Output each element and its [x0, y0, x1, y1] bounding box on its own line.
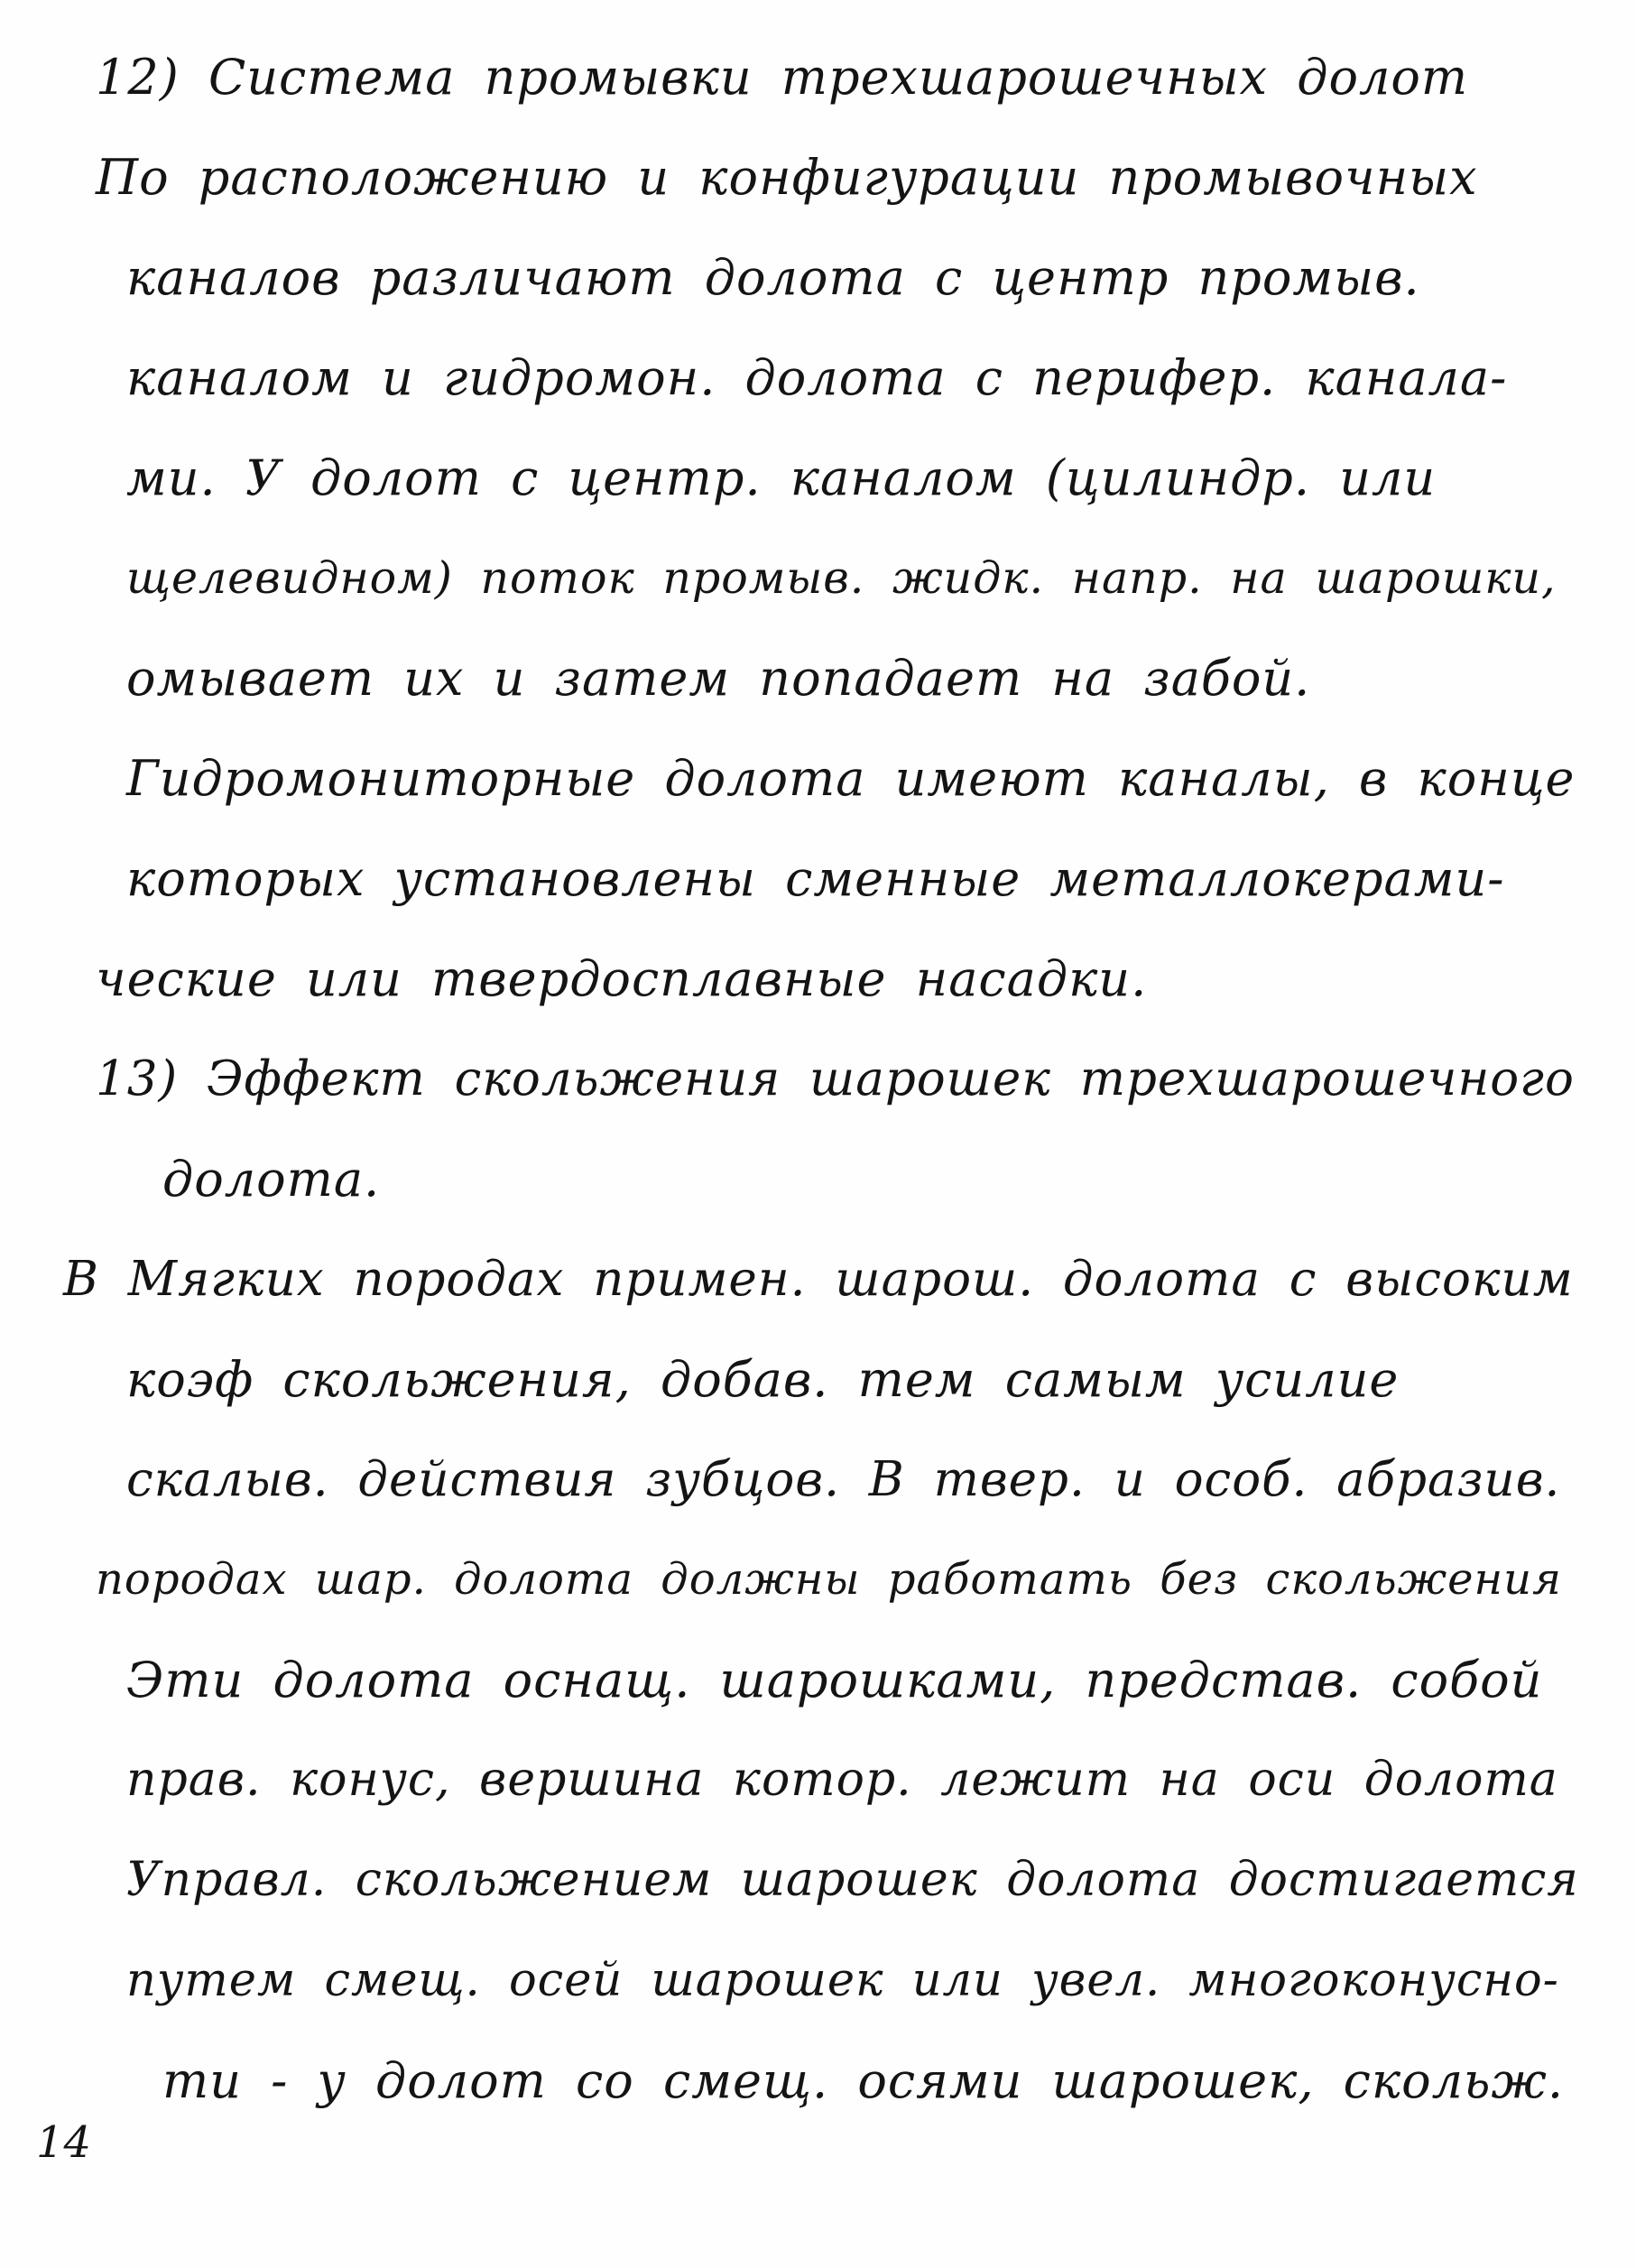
text-line: ческие или твердосплавные насадки.	[96, 950, 1148, 1007]
text-line: Гидромониторные долота имеют каналы, в конце	[126, 750, 1576, 807]
text-line: прав. конус, вершина котор. лежит на оси долота	[126, 1753, 1558, 1807]
text-line: щелевидном) поток промыв. жидк. напр. на шарошки,	[126, 552, 1557, 604]
text-line: долота.	[162, 1151, 381, 1208]
text-line: Управл. скольжением шарошек долота достигается	[126, 1853, 1579, 1907]
text-line: каналов различают долота с центр промыв.	[126, 249, 1420, 306]
text-line: омывает их и затем попадает на забой.	[126, 650, 1311, 707]
text-line: 12) Система промывки трехшарошечных долот	[96, 49, 1469, 106]
text-line: породах шар. долота должны работать без скольжения	[96, 1554, 1562, 1605]
text-line: ми. У долот с центр. каналом (цилиндр. или	[126, 449, 1437, 506]
text-line: путем смещ. осей шарошек или увел. многоконусно-	[126, 1954, 1559, 2007]
text-line: Эти долота оснащ. шарошками, представ. собой	[126, 1652, 1543, 1708]
handwritten-text-block	[63, 27, 1579, 2131]
text-line: коэф скольжения, добав. тем самым усилие	[126, 1351, 1400, 1408]
text-line: скалыв. действия зубцов. В твер. и особ. абразив.	[126, 1452, 1561, 1507]
page-number: 14	[36, 2117, 92, 2168]
text-line: каналом и гидромон. долота с перифер. канала-	[126, 349, 1508, 406]
text-line: ти - у долот со смещ. осями шарошек, скольж.	[162, 2052, 1564, 2109]
text-line: которых установлены сменные металлокерами-	[126, 850, 1505, 907]
text-line: 13) Эффект скольжения шарошек трехшарошечного	[96, 1051, 1575, 1106]
text-line: По расположению и конфигурации промывочных	[96, 149, 1478, 206]
text-line: В Мягких породах примен. шарош. долота с высоким	[63, 1252, 1574, 1307]
